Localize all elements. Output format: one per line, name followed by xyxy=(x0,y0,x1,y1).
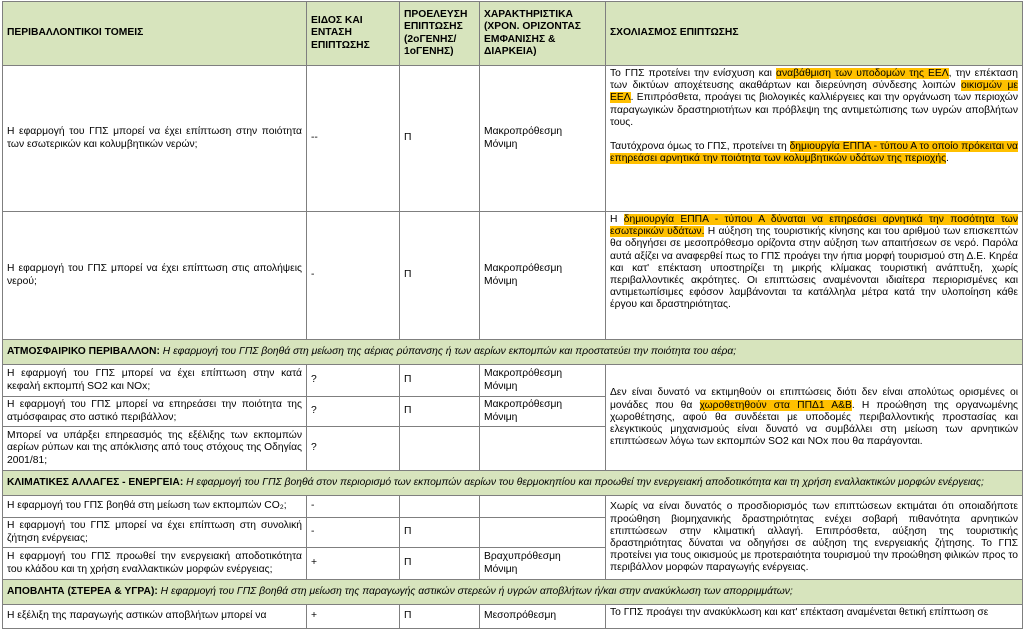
sector-cell: Η εφαρμογή του ΓΠΣ βοηθά στη μείωση των εκπομπών CO₂; xyxy=(3,496,307,518)
sector-cell: Η εφαρμογή του ΓΠΣ μπορεί να επηρεάσει την ποιότητα της ατμόσφαιρας στο αστικό περιβάλλον; xyxy=(3,397,307,427)
characteristics-cell xyxy=(480,397,606,427)
header-impact-type: ΕΙΔΟΣ ΚΑΙ ΕΝΤΑΣΗ ΕΠΙΠΤΩΣΗΣ xyxy=(307,2,400,66)
comment-text: Το ΓΠΣ προτείνει την ενίσχυση και xyxy=(610,68,777,79)
comment-text: . Η προώθηση της οργανωμένης χωροθέτησης, αφού θα συνδέεται με υποδομές περιβαλλοντικής προστασίας και ελεγκτικούς μηχανισμούς είναι δυνατό να συμβάλλει στη μείωση των αρνητικών επιπτώσεων λόγω των εκπομπών SO2 και NOx που θα παράγονται. xyxy=(610,399,1019,448)
duration: Μόνιμη xyxy=(484,411,518,423)
comment-cell xyxy=(606,66,1023,212)
comment-cell xyxy=(606,365,1023,471)
table-row xyxy=(3,66,1023,212)
highlighted-text: οικισμών με ΕΕΛ xyxy=(610,80,1019,104)
impact-origin-cell: Π xyxy=(400,605,480,629)
section-row-climate xyxy=(3,471,1023,496)
header-impact-comment: ΣΧΟΛΙΑΣΜΟΣ ΕΠΙΠΤΩΣΗΣ xyxy=(606,2,1023,66)
characteristics-cell xyxy=(480,518,606,548)
duration: Μόνιμη xyxy=(484,138,518,150)
impact-type-cell: + xyxy=(307,605,400,629)
characteristics-cell xyxy=(480,66,606,212)
section-description: Η εφαρμογή του ΓΠΣ βοηθά στη μείωση της παραγωγής αστικών στερεών ή υγρών αποβλήτων ή/και στην ανακύκλωση των απορριμμάτων; xyxy=(157,585,793,597)
characteristics-cell xyxy=(480,365,606,397)
impact-type-cell: - xyxy=(307,496,400,518)
impact-origin-cell: Π xyxy=(400,548,480,580)
impact-type-cell: ? xyxy=(307,427,400,471)
impact-origin-cell xyxy=(400,427,480,471)
section-title: ΑΠΟΒΛΗΤΑ (ΣΤΕΡΕΑ & ΥΓΡΑ): xyxy=(7,585,158,597)
comment-text: Η xyxy=(610,214,624,225)
impact-origin-cell: Π xyxy=(400,518,480,548)
table-row xyxy=(3,212,1023,340)
impact-origin-cell: Π xyxy=(400,365,480,397)
sector-cell: Η εφαρμογή του ΓΠΣ προωθεί την ενεργειακή αποδοτικότητα του κλάδου και τη χρήση εναλλακτικών μορφών ενέργειας; xyxy=(3,548,307,580)
duration: Μόνιμη xyxy=(484,563,518,575)
table-row xyxy=(3,365,1023,397)
characteristics-cell xyxy=(480,427,606,471)
impact-type-cell: ? xyxy=(307,365,400,397)
comment-text: , την επέκταση των δικτύων αποχέτευσης ακαθάρτων και διερεύνηση σύνδεσης λοιπών xyxy=(610,68,1018,92)
comment-text: Η αύξηση της τουριστικής κίνησης και του αριθμού των επισκεπτών θα οδηγήσει σε μεσοπρόθεσμο ορίζοντα στην αύξηση των απαιτήσεων σε νερό. Παρόλα αυτά αξίζει να αναφερθεί πως το ΓΠΣ προάγει την ήπια μορφή τουρισμού στη Δ.Ε. Κηρέα και κατ' επέκταση υποστηρίζει τη μικρής κλίμακας τουριστική ανάπτυξη, χωρίς περιβαλλοντικές ακρότητες. Οι επιπτώσεις αναμένονται ιδιαίτερα περιορισμένες και αντιμετωπίσιμες εφόσον λαμβάνονται τα κατάλληλα μέτρα κατά την υλοποίηση κάθε έργου και δραστηριότητας. xyxy=(610,226,1018,311)
timeframe: Μακροπρόθεσμη xyxy=(484,126,563,138)
impact-origin-cell: Π xyxy=(400,397,480,427)
sector-cell: Η εξέλιξη της παραγωγής αστικών αποβλήτων μπορεί να xyxy=(3,605,307,629)
sector-cell: Η εφαρμογή του ΓΠΣ μπορεί να έχει επίπτωση στις απολήψεις νερού; xyxy=(3,212,307,340)
timeframe: Μακροπρόθεσμη xyxy=(484,399,563,411)
section-description: Η εφαρμογή του ΓΠΣ βοηθά στη μείωση της αέριας ρύπανσης ή των αερίων εκπομπών και προστατεύει την ποιότητα του αέρα; xyxy=(159,345,737,357)
impact-origin-cell: Π xyxy=(400,66,480,212)
impact-origin-cell: Π xyxy=(400,212,480,340)
comment-text: . xyxy=(946,153,949,165)
timeframe: Μεσοπρόθεσμη xyxy=(484,610,557,622)
characteristics-cell xyxy=(480,212,606,340)
impact-assessment-table xyxy=(2,1,1023,629)
section-heading xyxy=(3,580,1023,605)
header-row xyxy=(3,2,1023,66)
comment-paragraph xyxy=(610,68,1018,129)
section-heading xyxy=(3,471,1023,496)
section-title: ΚΛΙΜΑΤΙΚΕΣ ΑΛΛΑΓΕΣ - ΕΝΕΡΓΕΙΑ: xyxy=(7,476,184,488)
comment-paragraph xyxy=(610,141,1018,165)
header-impact-origin: ΠΡΟΕΛΕΥΣΗ ΕΠΙΠΤΩΣΗΣ (2οΓΕΝΗΣ/ 1οΓΕΝΗΣ) xyxy=(400,2,480,66)
section-heading xyxy=(3,340,1023,365)
sector-cell: Μπορεί να υπάρξει επηρεασμός της εξέλιξης των εκπομπών αερίων ρύπων και της απόκλισης από τους στόχους της Οδηγίας 2001/81; xyxy=(3,427,307,471)
section-row-waste xyxy=(3,580,1023,605)
characteristics-cell xyxy=(480,548,606,580)
impact-type-cell: ? xyxy=(307,397,400,427)
highlighted-text: χωροθετηθούν στα ΠΠΔ1 Α&Β xyxy=(699,399,852,411)
sector-cell: Η εφαρμογή του ΓΠΣ μπορεί να έχει επίπτωση στην κατά κεφαλή εκπομπή SO2 και NOx; xyxy=(3,365,307,397)
comment-paragraph xyxy=(610,214,1018,312)
characteristics-cell xyxy=(480,605,606,629)
comment-text: . Επιπρόσθετα, προάγει τις βιολογικές καλλιέργειες και την οργάνωση των περιοχών παραγωγικών δραστηριοτήτων και πρόβλεψη της αντιμετώπισης των υγρών αποβλήτων τους. xyxy=(610,92,1018,128)
header-environmental-sectors: ΠΕΡΙΒΑΛΛΟΝΤΙΚΟΙ ΤΟΜΕΙΣ xyxy=(3,2,307,66)
duration: Μόνιμη xyxy=(484,275,518,287)
table-row xyxy=(3,496,1023,518)
comment-paragraph xyxy=(610,387,1018,448)
highlighted-text: δημιουργία ΕΠΠΑ - τύπου Α το οποίο πρόκειται να επηρεάσει αρνητικά την ποιότητα των κολυμβητικών υδάτων της περιοχής xyxy=(610,141,1019,165)
comment-cell xyxy=(606,212,1023,340)
impact-type-cell: - xyxy=(307,518,400,548)
sector-cell: Η εφαρμογή του ΓΠΣ μπορεί να έχει επίπτωση στην ποιότητα των εσωτερικών και κολυμβητικών νερών; xyxy=(3,66,307,212)
impact-type-cell: -- xyxy=(307,66,400,212)
section-title: ΑΤΜΟΣΦΑΙΡΙΚΟ ΠΕΡΙΒΑΛΛΟΝ: xyxy=(7,345,160,357)
header-characteristics: ΧΑΡΑΚΤΗΡΙΣΤΙΚΑ (ΧΡΟΝ. ΟΡΙΖΟΝΤΑΣ ΕΜΦΑΝΙΣΗΣ & ΔΙΑΡΚΕΙΑ) xyxy=(480,2,606,66)
comment-text: Ταυτόχρονα όμως το ΓΠΣ, προτείνει τη xyxy=(610,141,790,153)
duration: Μόνιμη xyxy=(484,380,518,392)
highlighted-text: δημιουργία ΕΠΠΑ - τύπου Α δύναται να επηρεάσει αρνητικά την ποσότητα των εσωτερικών υδάτων. xyxy=(610,214,1018,238)
impact-type-cell: - xyxy=(307,212,400,340)
timeframe: Μακροπρόθεσμη xyxy=(484,368,563,380)
section-row-atmosphere xyxy=(3,340,1023,365)
characteristics-cell xyxy=(480,496,606,518)
impact-origin-cell xyxy=(400,496,480,518)
timeframe: Βραχυπρόθεσμη xyxy=(484,551,561,563)
section-description: Η εφαρμογή του ΓΠΣ βοηθά στον περιορισμό των εκπομπών αερίων του θερμοκηπίου και προωθεί την ενεργειακή αποδοτικότητα και τη χρήση εναλλακτικών μορφών ενέργειας; xyxy=(183,476,984,488)
timeframe: Μακροπρόθεσμη xyxy=(484,263,563,275)
comment-cell: Το ΓΠΣ προάγει την ανακύκλωση και κατ' επέκταση αναμένεται θετική επίπτωση σε xyxy=(606,605,1023,629)
comment-cell: Χωρίς να είναι δυνατός ο προσδιορισμός των επιπτώσεων εκτιμάται ότι οποιαδήποτε προώθηση βιομηχανικής δραστηριότητας ενέχει σοβαρή πιθανότητα αρνητικών επιπτώσεων στην κλιματική αλλαγή. Επιπρόσθετα, αύξηση της τουριστικής δραστηριότητας δύναται να οδηγήσει σε αύξηση της ενεργειακής ζήτησης. Το ΓΠΣ προτείνει για τους οικισμούς με προτεραιότητα τουρισμού την προώθηση φιλικών προς το περιβάλλον μορφών παραγωγής ενέργειας. xyxy=(606,496,1023,580)
highlighted-text: αναβάθμιση των υποδομών της ΕΕΛ xyxy=(776,68,949,79)
sector-cell: Η εφαρμογή του ΓΠΣ μπορεί να έχει επίπτωση στη συνολική ζήτηση ενέργειας; xyxy=(3,518,307,548)
impact-type-cell: + xyxy=(307,548,400,580)
table-row xyxy=(3,605,1023,629)
comment-text: Δεν είναι δυνατό να εκτιμηθούν οι επιπτώσεις διότι δεν είναι απολύτως ορισμένες οι μονάδες που θα xyxy=(610,387,1018,411)
